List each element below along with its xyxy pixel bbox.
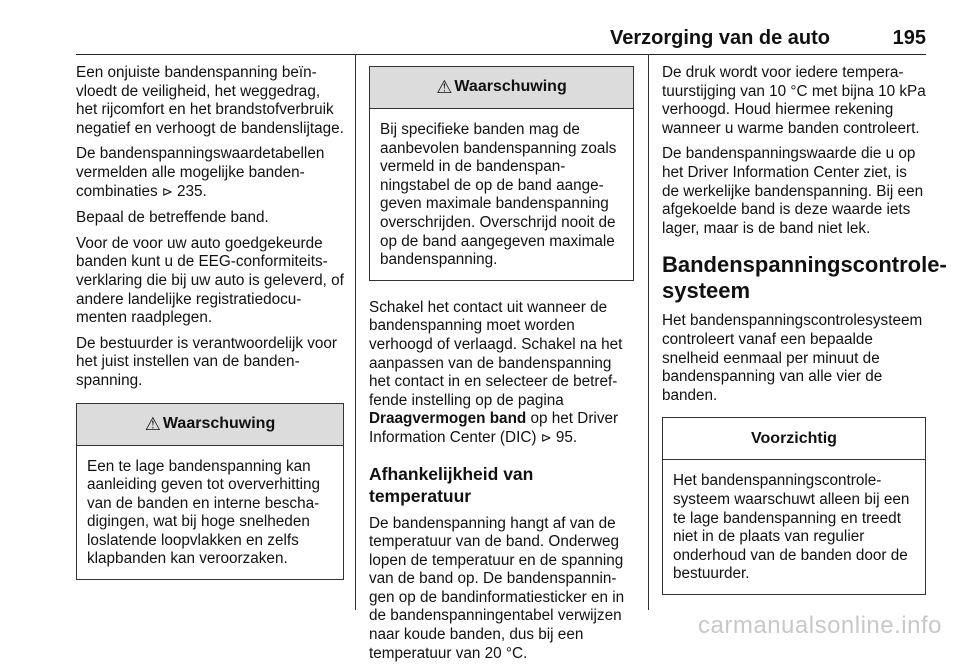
caution-box <box>662 417 926 595</box>
arrow-ref-icon: ⊳ <box>540 430 552 446</box>
paragraph: De bandenspanning hangt af van de temperatuur van de band. Onderweg lopen de temperatuur en de spanning van de band op. De bandenspanningen op de bandinformatiesticker en in de bandenspanningentabel verwijzen naar koude banden, dus bij een temperatuur van 20 °C. <box>369 514 625 662</box>
paragraph: De bandenspanningswaarde die u op het Driver Information Center ziet, is de werkelijke bandenspanning. Bij een afgekoelde band is deze waarde iets lager, maar is de band niet lek. <box>662 145 924 237</box>
warning-title: Waarschuwing <box>162 414 276 432</box>
warning-triangle-icon: ⚠ <box>436 77 453 98</box>
caution-title: Voorzichtig <box>751 429 837 447</box>
watermark: carmanualsonline.info <box>698 612 942 639</box>
column-right <box>662 64 947 613</box>
column-divider <box>355 54 356 610</box>
page-number: 195 <box>892 27 926 49</box>
warning-triangle-icon: ⚠ <box>144 413 161 434</box>
paragraph: Een onjuiste bandenspanning beïnvloedt de veiligheid, het weggedrag, het rijcomfort en het brandstofverbruik negatief en verhoogt de bandenslijtage. <box>76 64 344 137</box>
paragraph: Het bandenspanningscontrolesysteem controleert vanaf een bepaalde snelheid eenmaal per minuut de bandenspanning van alle vier de banden. <box>662 312 923 404</box>
warning-box <box>76 403 344 581</box>
column-left <box>76 64 344 598</box>
paragraph: Bepaal de betreffende band. <box>76 209 269 227</box>
subheading: Afhankelijkheid van temperatuur <box>369 463 534 506</box>
section-heading: Bandenspanningscontrolesysteem <box>662 252 947 304</box>
warning-header <box>77 404 343 446</box>
menu-item-name: Draagvermogen band <box>369 410 527 428</box>
warning-body: Een te lage bandenspanning kan aanleiding geven tot oververhitting van de banden en interne beschadigingen, wat bij hoge snelheden loslatende loopvlakken en zelfs klapbanden kan veroorzaken. <box>87 457 321 568</box>
warning-body: Bij specifieke banden mag de aanbevolen bandenspanning zoals vermeld in de bandenspanningstabel de op de band aangegeven maximale bandenspanning overschrijden. Overschrijd nooit de op de band aangegeven maximale bandenspanning. <box>380 121 617 269</box>
page-header <box>76 0 926 55</box>
paragraph: De bestuurder is verantwoordelijk voor het juist instellen van de bandenspanning. <box>76 334 338 389</box>
paragraph: De bandenspanningswaardetabellen vermelden alle mogelijke bandencombinaties ⊳ 235. <box>76 145 325 200</box>
caution-header <box>663 418 925 460</box>
paragraph: De druk wordt voor iedere temperatuurstijging van 10 °C met bijna 10 kPa verhoogd. Houd hiermee rekening wanneer u warme banden controleert. <box>662 64 926 137</box>
paragraph: Voor de voor uw auto goedgekeurde banden kunt u de EEG-conformiteitsverklaring die bij uw auto is geleverd, of andere landelijke registratiedocumenten raadplegen. <box>76 234 344 327</box>
column-divider <box>648 54 649 610</box>
arrow-ref-icon: ⊳ <box>161 184 173 200</box>
warning-box <box>369 66 634 281</box>
page-reference: 235. <box>177 182 207 200</box>
section-title: Verzorging van de auto <box>609 27 830 49</box>
warning-header <box>370 67 633 109</box>
paragraph: Schakel het contact uit wanneer de bandenspanning moet worden verhoogd of verlaagd. Schakel na het aanpassen van de bandenspanning het contact in en selecteer de betreffende instelling op de pagina Draagvermogen band op het Driver Information Center (DIC) ⊳ 95. <box>369 298 623 446</box>
warning-title: Waarschuwing <box>454 78 567 96</box>
page-reference: 95. <box>555 428 578 446</box>
column-middle <box>369 64 634 670</box>
caution-body: Het bandenspanningscontrolesysteem waarschuwt alleen bij een te lage bandenspanning en treedt niet in de plaats van regulier onderhoud van de banden door de bestuurder. <box>673 472 910 583</box>
